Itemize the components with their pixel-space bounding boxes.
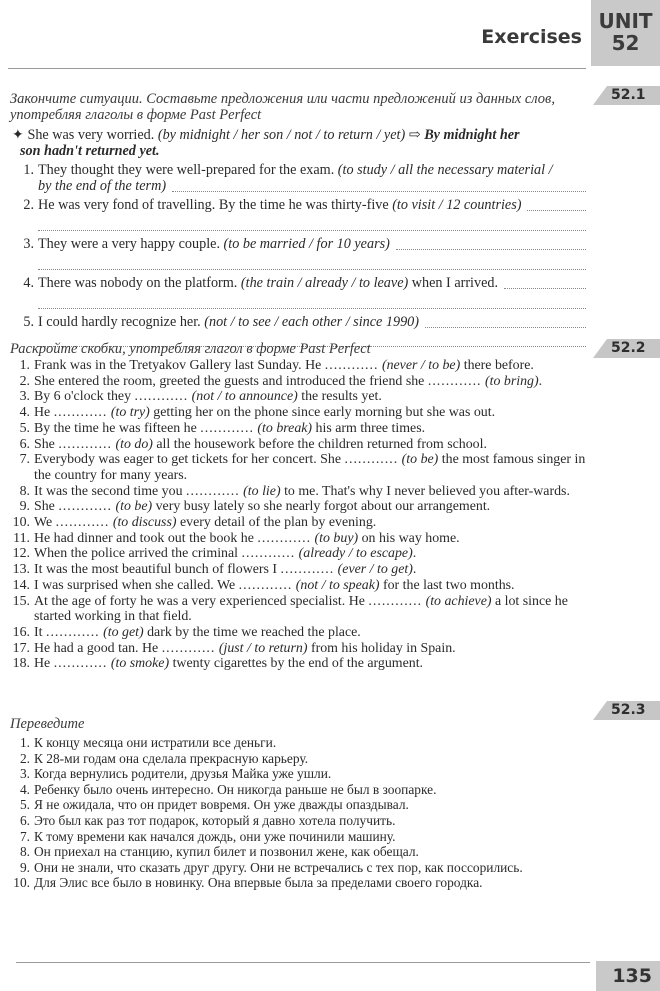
example-answer: By midnight her bbox=[424, 127, 520, 143]
item-number: 10. bbox=[12, 515, 30, 531]
item-number: 13. bbox=[12, 562, 30, 578]
item-cue: (never / to be) bbox=[381, 358, 461, 373]
answer-blank[interactable]: ............ bbox=[134, 389, 189, 405]
item-text: At the age of forty he was a very experienced specialist. He bbox=[34, 593, 365, 609]
section-52-2-instruction: Раскройте скобки, употребляя глагол в форме Past Perfect bbox=[10, 341, 371, 357]
item-text: There was nobody on the platform. bbox=[38, 274, 238, 291]
item-cue: (to smoke) bbox=[110, 656, 170, 672]
instruction-line: употребляя глаголы в форме Past Perfect bbox=[10, 107, 262, 123]
item-number: 11. bbox=[13, 530, 30, 546]
list-item bbox=[8, 594, 592, 625]
answer-blank[interactable]: ............ bbox=[58, 499, 112, 515]
list-item bbox=[8, 875, 592, 891]
unit-number: 52 bbox=[611, 31, 640, 55]
item-text: getting her on the phone since early morning but she was out. bbox=[149, 405, 496, 421]
item-cue: (to achieve) bbox=[425, 593, 492, 609]
item-text: dark by the time we reached the place. bbox=[143, 624, 361, 640]
item-number: 17. bbox=[12, 640, 30, 656]
item-text: there before. bbox=[460, 358, 534, 373]
item-number: 12. bbox=[12, 546, 30, 562]
item-number: 18. bbox=[12, 656, 30, 672]
item-text: It was the second time you bbox=[34, 483, 183, 499]
item-text: all the housework before the children returned from school. bbox=[152, 436, 487, 452]
page-number: 135 bbox=[596, 961, 660, 991]
list-item bbox=[8, 515, 592, 531]
list-item bbox=[8, 578, 592, 594]
item-text: . bbox=[412, 562, 417, 578]
item-text: when I arrived. bbox=[411, 274, 499, 291]
item-number: 7. bbox=[19, 828, 30, 844]
item-number: 14. bbox=[12, 577, 30, 593]
item-text: They thought they were well-prepared for the exam. bbox=[38, 162, 335, 178]
item-cue: (not / to speak) bbox=[295, 577, 380, 593]
item-cue: (the train / already / to leave) bbox=[240, 274, 409, 291]
list-item bbox=[8, 374, 592, 390]
item-text: We bbox=[34, 515, 53, 531]
item-text: She entered the room, greeted the guests and introduced the friend she bbox=[34, 373, 425, 389]
answer-blank[interactable]: ............ bbox=[324, 358, 379, 373]
item-text: Когда вернулись родители, друзья Майка уже ушли. bbox=[34, 766, 332, 782]
item-text: I could hardly recognize her. bbox=[38, 313, 201, 330]
list-item-continuation bbox=[18, 179, 586, 195]
item-cue: (to discuss) bbox=[112, 515, 177, 531]
item-text: К концу месяца они истратили все деньги. bbox=[34, 735, 277, 750]
item-text: twenty cigarettes by the end of the argument. bbox=[169, 656, 424, 672]
item-cue: (not / to see / each other / since 1990) bbox=[204, 313, 419, 330]
answer-blank[interactable] bbox=[425, 315, 586, 328]
item-cue: (to break) bbox=[257, 420, 313, 436]
list-item bbox=[8, 405, 592, 421]
item-cue: (just / to return) bbox=[218, 640, 308, 656]
list-item bbox=[8, 844, 592, 860]
item-text: It was the most beautiful bunch of flowers I bbox=[34, 562, 278, 578]
header-divider bbox=[8, 68, 586, 69]
item-text: Они не знали, что сказать друг другу. Они не встречались с тех пор, как поссорились. bbox=[34, 859, 523, 875]
list-item bbox=[8, 421, 592, 437]
item-number: 2. bbox=[19, 373, 30, 389]
item-cue: (to be) bbox=[115, 499, 153, 515]
item-text: from his holiday in Spain. bbox=[307, 640, 456, 656]
answer-blank[interactable]: ............ bbox=[368, 593, 423, 609]
list-item bbox=[8, 766, 592, 782]
item-cue: (already / to escape) bbox=[298, 546, 413, 562]
item-text: I was surprised when she called. We bbox=[34, 577, 236, 593]
item-number: 16. bbox=[12, 624, 30, 640]
list-item bbox=[8, 860, 592, 876]
item-cue: (not / to announce) bbox=[191, 389, 298, 405]
answer-blank[interactable]: ............ bbox=[257, 530, 312, 546]
item-text: They were a very happy couple. bbox=[38, 235, 220, 252]
item-text: Это был как раз тот подарок, который я давно хотела получить. bbox=[34, 812, 396, 828]
answer-line[interactable] bbox=[38, 292, 586, 309]
item-cue: (to get) bbox=[103, 624, 144, 640]
exercise-52-2-list bbox=[8, 358, 592, 672]
item-cue: (ever / to get) bbox=[337, 562, 413, 578]
footer-divider bbox=[16, 962, 590, 963]
list-item bbox=[18, 163, 586, 179]
list-item bbox=[8, 751, 592, 767]
item-number: 3. bbox=[19, 389, 30, 405]
answer-blank[interactable]: ............ bbox=[161, 640, 216, 656]
item-text: every detail of the plan by evening. bbox=[176, 515, 377, 531]
section-tag-52-3: 52.3 bbox=[593, 701, 660, 720]
arrow-icon: ⇨ bbox=[408, 127, 421, 143]
item-text: the most famous singer in the country for many years. bbox=[34, 452, 586, 483]
list-item bbox=[8, 499, 592, 515]
answer-blank[interactable]: ............ bbox=[53, 656, 108, 672]
list-item bbox=[8, 562, 592, 578]
list-item bbox=[8, 452, 592, 483]
item-number: 1. bbox=[19, 735, 30, 750]
list-item bbox=[8, 829, 592, 845]
example-marker-icon: ✦ bbox=[12, 127, 24, 143]
example-answer: son hadn't returned yet. bbox=[20, 143, 160, 159]
item-text: . bbox=[412, 546, 417, 562]
answer-blank[interactable]: ............ bbox=[53, 405, 108, 421]
section-52-3-instruction: Переведите bbox=[10, 716, 85, 732]
item-cue: (to bring) bbox=[485, 373, 539, 389]
item-number: 2. bbox=[23, 196, 34, 213]
item-number: 8. bbox=[19, 483, 30, 499]
item-text: very busy lately so she nearly forgot about our arrangement. bbox=[152, 499, 491, 515]
item-number: 7. bbox=[19, 452, 30, 468]
item-number: 5. bbox=[23, 313, 34, 330]
item-number: 4. bbox=[19, 405, 30, 421]
section-52-1-instruction bbox=[10, 91, 555, 123]
list-item bbox=[8, 641, 592, 657]
list-item bbox=[8, 813, 592, 829]
list-item bbox=[8, 531, 592, 547]
item-text: Я не ожидала, что он придет вовремя. Он уже дважды опаздывал. bbox=[34, 797, 409, 813]
unit-label: UNIT bbox=[598, 9, 653, 33]
item-number: 5. bbox=[19, 797, 30, 813]
item-text: a lot since he started working in that field. bbox=[34, 593, 568, 625]
answer-blank[interactable]: ............ bbox=[45, 624, 100, 640]
answer-blank[interactable]: ............ bbox=[55, 515, 110, 531]
answer-blank[interactable]: ............ bbox=[186, 483, 240, 499]
list-item bbox=[8, 656, 592, 672]
item-number: 6. bbox=[19, 436, 30, 452]
list-item bbox=[8, 358, 592, 374]
item-cue: (to study / all the necessary material / bbox=[337, 162, 553, 178]
list-item bbox=[18, 237, 586, 253]
item-text: He had a good tan. He bbox=[34, 640, 159, 656]
item-cue: (to buy) bbox=[314, 530, 359, 546]
item-number: 15. bbox=[12, 593, 30, 609]
item-cue: by the end of the term) bbox=[38, 177, 167, 194]
item-cue: (to lie) bbox=[243, 483, 281, 499]
item-text: Для Элис все было в новинку. Она впервые была за пределами своего городка. bbox=[34, 875, 483, 891]
list-item bbox=[8, 782, 592, 798]
item-number: 6. bbox=[19, 812, 30, 828]
item-cue: (to be married / for 10 years) bbox=[223, 235, 390, 252]
item-number: 4. bbox=[23, 274, 34, 291]
answer-line[interactable] bbox=[38, 214, 586, 231]
answer-blank[interactable]: ............ bbox=[200, 420, 254, 436]
answer-blank[interactable]: ............ bbox=[427, 373, 482, 389]
item-number: 10. bbox=[13, 875, 30, 891]
list-item bbox=[8, 484, 592, 500]
item-number: 9. bbox=[19, 859, 30, 875]
item-text: the results yet. bbox=[297, 389, 382, 405]
answer-blank[interactable]: ............ bbox=[344, 452, 399, 468]
item-text: It bbox=[34, 624, 43, 640]
item-text: By the time he was fifteen he bbox=[34, 420, 197, 436]
item-text: He bbox=[34, 656, 51, 672]
list-item bbox=[8, 389, 592, 405]
item-text: К 28-ми годам она сделала прекрасную карьеру. bbox=[34, 750, 309, 766]
item-text: Он приехал на станцию, купил билет и позвонил жене, как обещал. bbox=[34, 844, 419, 860]
item-number: 8. bbox=[19, 844, 30, 860]
item-cue: (to try) bbox=[110, 405, 150, 421]
item-number: 9. bbox=[19, 499, 30, 515]
item-cue: (to do) bbox=[115, 436, 153, 452]
item-text: He was very fond of travelling. By the time he was thirty-five bbox=[38, 196, 389, 213]
list-item bbox=[8, 625, 592, 641]
item-text: Frank was in the Tretyakov Gallery last Sunday. He bbox=[34, 358, 322, 373]
item-number: 4. bbox=[19, 781, 30, 797]
exercise-52-3-list bbox=[8, 735, 592, 891]
example-cue: (by midnight / her son / not / to return / yet) bbox=[157, 127, 406, 143]
unit-badge bbox=[591, 0, 660, 66]
exercise-52-1-list bbox=[18, 163, 586, 353]
list-item bbox=[8, 437, 592, 453]
item-text: He had dinner and took out the book he bbox=[34, 530, 254, 546]
answer-blank[interactable]: ............ bbox=[238, 577, 293, 593]
answer-blank[interactable]: ............ bbox=[58, 436, 112, 452]
item-text: When the police arrived the criminal bbox=[34, 546, 239, 562]
answer-line[interactable] bbox=[38, 253, 586, 270]
example-text: She was very worried. bbox=[27, 127, 155, 143]
item-cue: (to visit / 12 countries) bbox=[392, 196, 522, 213]
section-tag-52-2: 52.2 bbox=[593, 339, 660, 358]
example-sentence bbox=[12, 127, 582, 159]
item-text: He bbox=[34, 405, 51, 421]
item-number: 1. bbox=[23, 162, 34, 178]
item-text: Ребенку было очень интересно. Он никогда раньше не был в зоопарке. bbox=[34, 781, 437, 797]
item-text: for the last two months. bbox=[379, 577, 515, 593]
instruction-line: Закончите ситуации. Составьте предложения или части предложений из данных слов, bbox=[10, 91, 555, 107]
item-number: 1. bbox=[19, 358, 30, 373]
list-item bbox=[8, 735, 592, 751]
item-cue: (to be) bbox=[401, 452, 439, 468]
list-item bbox=[18, 198, 586, 214]
list-item bbox=[18, 315, 586, 331]
item-text: She bbox=[34, 436, 55, 452]
item-text: his arm three times. bbox=[312, 420, 426, 436]
list-item bbox=[8, 797, 592, 813]
item-text: By 6 o'clock they bbox=[34, 389, 132, 405]
answer-blank[interactable]: ............ bbox=[241, 546, 296, 562]
item-text: К тому времени как начался дождь, они уже починили машину. bbox=[34, 828, 396, 844]
item-text: She bbox=[34, 499, 55, 515]
item-text: . bbox=[538, 373, 543, 389]
section-tag-52-1: 52.1 bbox=[593, 86, 660, 105]
item-number: 5. bbox=[19, 420, 30, 436]
list-item bbox=[18, 276, 586, 292]
answer-blank[interactable] bbox=[172, 179, 586, 192]
item-number: 3. bbox=[23, 235, 34, 252]
answer-blank[interactable]: ............ bbox=[280, 562, 335, 578]
item-text: Everybody was eager to get tickets for her concert. She bbox=[34, 452, 342, 468]
page-header-title: Exercises bbox=[481, 26, 582, 48]
item-text: to me. That's why I never believed you after-wards. bbox=[280, 483, 570, 499]
answer-blank[interactable] bbox=[527, 198, 586, 211]
item-number: 2. bbox=[19, 750, 30, 766]
item-text: on his way home. bbox=[358, 530, 460, 546]
item-number: 3. bbox=[19, 766, 30, 782]
answer-blank[interactable] bbox=[396, 237, 586, 250]
list-item bbox=[8, 546, 592, 562]
answer-blank[interactable] bbox=[504, 276, 586, 289]
